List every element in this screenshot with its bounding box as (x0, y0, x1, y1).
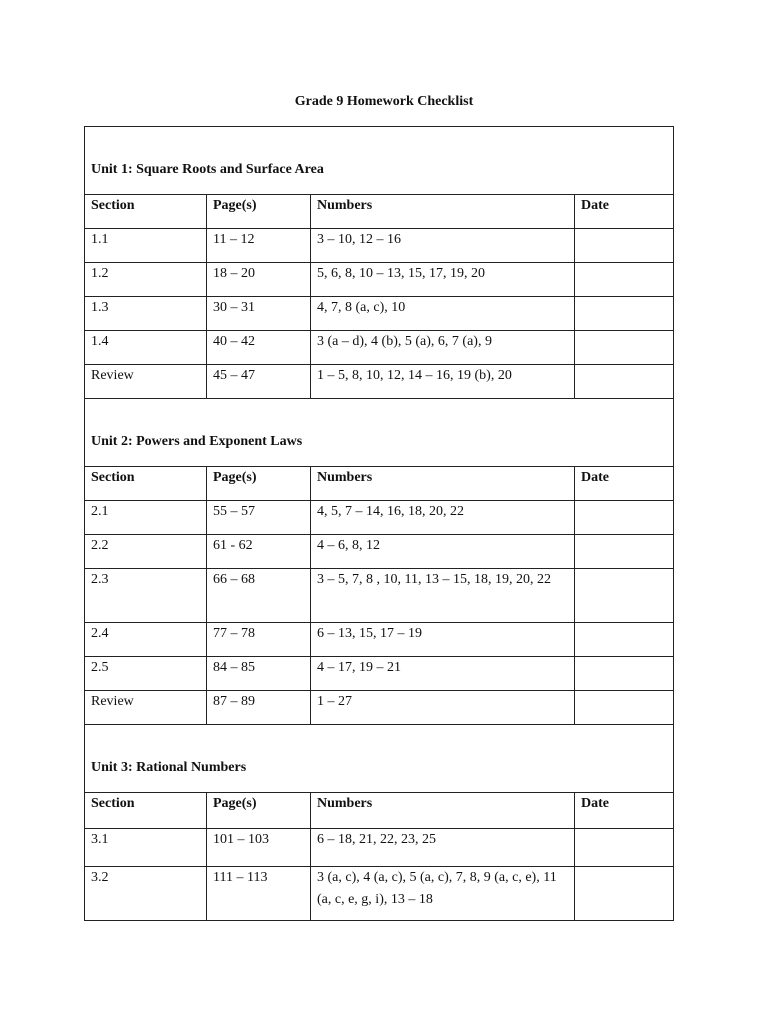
section-cell: 1.1 (85, 229, 207, 263)
column-header-numbers: Numbers (311, 467, 575, 501)
table-row (85, 829, 674, 867)
numbers-cell: 4, 7, 8 (a, c), 10 (311, 297, 575, 331)
unit-heading-row (85, 725, 674, 793)
column-header-section: Section (85, 793, 207, 829)
date-cell[interactable] (575, 501, 674, 535)
date-cell[interactable] (575, 229, 674, 263)
column-header-numbers: Numbers (311, 793, 575, 829)
unit-heading-row (85, 399, 674, 467)
numbers-cell: 4, 5, 7 – 14, 16, 18, 20, 22 (311, 501, 575, 535)
section-cell: 1.3 (85, 297, 207, 331)
section-cell: 3.1 (85, 829, 207, 867)
date-cell[interactable] (575, 867, 674, 921)
pages-cell: 18 – 20 (207, 263, 311, 297)
column-header-row (85, 195, 674, 229)
numbers-cell: 3 (a – d), 4 (b), 5 (a), 6, 7 (a), 9 (311, 331, 575, 365)
section-cell: 2.2 (85, 535, 207, 569)
table-row (85, 229, 674, 263)
pages-cell: 66 – 68 (207, 569, 311, 623)
date-cell[interactable] (575, 331, 674, 365)
pages-cell: 77 – 78 (207, 623, 311, 657)
date-cell[interactable] (575, 569, 674, 623)
column-header-section: Section (85, 467, 207, 501)
pages-cell: 101 – 103 (207, 829, 311, 867)
numbers-cell: 6 – 18, 21, 22, 23, 25 (311, 829, 575, 867)
section-cell: Review (85, 365, 207, 399)
table-row (85, 365, 674, 399)
numbers-cell: 6 – 13, 15, 17 – 19 (311, 623, 575, 657)
numbers-cell: 1 – 5, 8, 10, 12, 14 – 16, 19 (b), 20 (311, 365, 575, 399)
numbers-cell: 3 – 10, 12 – 16 (311, 229, 575, 263)
column-header-pages: Page(s) (207, 467, 311, 501)
table-row (85, 657, 674, 691)
pages-cell: 111 – 113 (207, 867, 311, 921)
date-cell[interactable] (575, 535, 674, 569)
section-cell: 3.2 (85, 867, 207, 921)
page-title: Grade 9 Homework Checklist (294, 94, 474, 109)
section-cell: Review (85, 691, 207, 725)
date-cell[interactable] (575, 691, 674, 725)
pages-cell: 87 – 89 (207, 691, 311, 725)
section-cell: 2.3 (85, 569, 207, 623)
table-row (85, 691, 674, 725)
column-header-numbers: Numbers (311, 195, 575, 229)
column-header-row (85, 793, 674, 829)
column-header-row (85, 467, 674, 501)
table-row (85, 297, 674, 331)
unit-title: Unit 2: Powers and Exponent Laws (85, 399, 674, 467)
section-cell: 2.4 (85, 623, 207, 657)
unit-title: Unit 3: Rational Numbers (85, 725, 674, 793)
pages-cell: 84 – 85 (207, 657, 311, 691)
table-row (85, 331, 674, 365)
unit-title: Unit 1: Square Roots and Surface Area (85, 127, 674, 195)
date-cell[interactable] (575, 365, 674, 399)
date-cell[interactable] (575, 623, 674, 657)
unit-heading-row (85, 127, 674, 195)
column-header-date: Date (575, 195, 674, 229)
pages-cell: 55 – 57 (207, 501, 311, 535)
section-cell: 2.1 (85, 501, 207, 535)
table-row (85, 501, 674, 535)
column-header-pages: Page(s) (207, 793, 311, 829)
date-cell[interactable] (575, 297, 674, 331)
table-row (85, 623, 674, 657)
pages-cell: 61 - 62 (207, 535, 311, 569)
pages-cell: 45 – 47 (207, 365, 311, 399)
column-header-date: Date (575, 793, 674, 829)
pages-cell: 30 – 31 (207, 297, 311, 331)
column-header-pages: Page(s) (207, 195, 311, 229)
section-cell: 1.4 (85, 331, 207, 365)
numbers-cell: 1 – 27 (311, 691, 575, 725)
pages-cell: 11 – 12 (207, 229, 311, 263)
column-header-date: Date (575, 467, 674, 501)
pages-cell: 40 – 42 (207, 331, 311, 365)
date-cell[interactable] (575, 263, 674, 297)
numbers-cell: 4 – 17, 19 – 21 (311, 657, 575, 691)
table-row (85, 263, 674, 297)
date-cell[interactable] (575, 829, 674, 867)
table-row (85, 535, 674, 569)
homework-checklist-table (84, 126, 674, 921)
numbers-cell: 4 – 6, 8, 12 (311, 535, 575, 569)
numbers-cell: 5, 6, 8, 10 – 13, 15, 17, 19, 20 (311, 263, 575, 297)
table-row (85, 867, 674, 921)
numbers-cell: 3 (a, c), 4 (a, c), 5 (a, c), 7, 8, 9 (a, c, e), 11 (a, c, e, g, i), 13 – 18 (311, 867, 575, 921)
numbers-cell: 3 – 5, 7, 8 , 10, 11, 13 – 15, 18, 19, 20, 22 (311, 569, 575, 623)
table-row (85, 569, 674, 623)
column-header-section: Section (85, 195, 207, 229)
section-cell: 2.5 (85, 657, 207, 691)
section-cell: 1.2 (85, 263, 207, 297)
date-cell[interactable] (575, 657, 674, 691)
